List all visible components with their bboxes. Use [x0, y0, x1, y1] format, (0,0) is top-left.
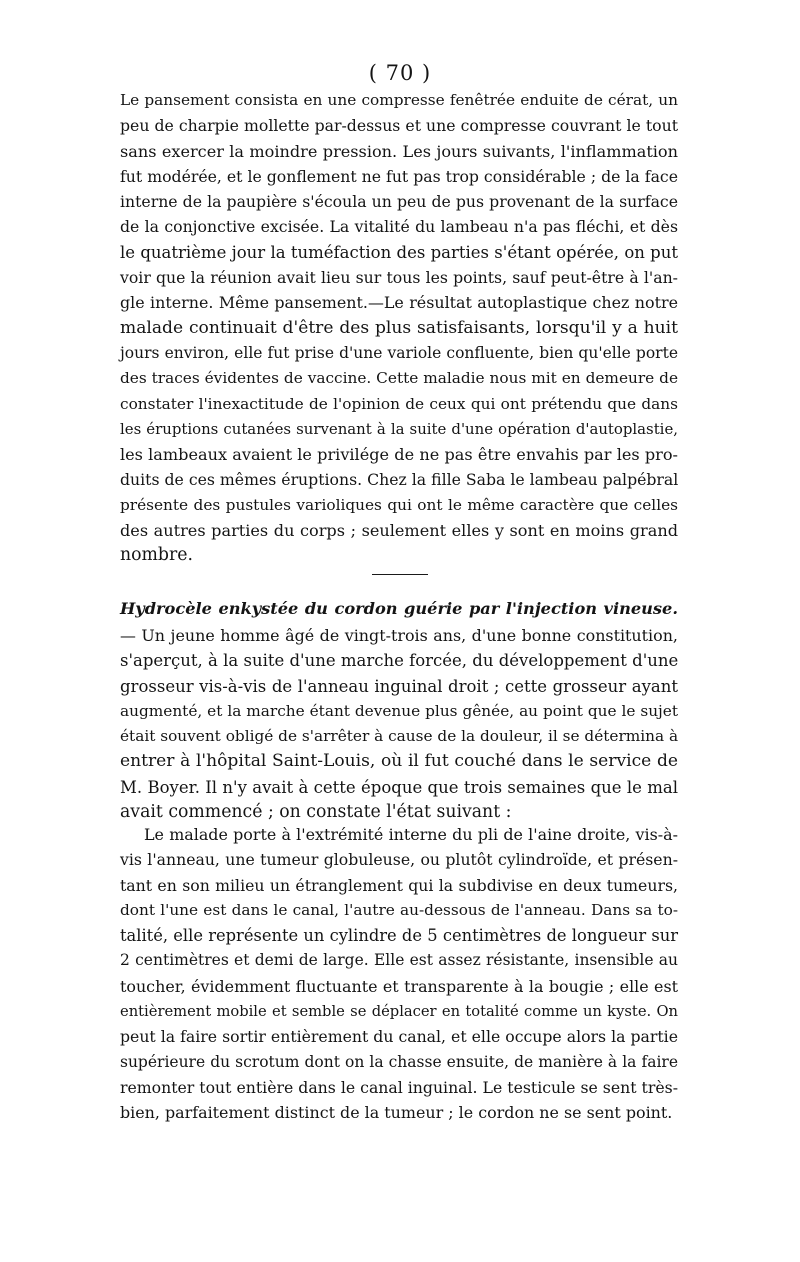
text-line: peut la faire sortir entièrement du canal, et elle occupe alors la partie	[120, 1027, 678, 1047]
text-line: constater l'inexactitude de l'opinion de ceux qui ont prétendu que dans	[120, 394, 678, 413]
page-number: ( 70 )	[368, 61, 432, 85]
paragraph-case-continuation	[120, 88, 678, 569]
text-line: Le malade porte à l'extrémité interne du pli de l'aine droite, vis-à-	[144, 825, 678, 844]
section-separator-rule	[372, 574, 428, 575]
text-line: de la conjonctive excisée. La vitalité du lambeau n'a pas fléchi, et dès	[120, 217, 678, 237]
text-line: entièrement mobile et semble se déplacer en totalité comme un kyste. On	[120, 1003, 678, 1021]
text-line: Le pansement consista en une compresse fenêtrée enduite de cérat, un	[120, 91, 678, 109]
text-line: 2 centimètres et demi de large. Elle est assez résistante, insensible au	[120, 951, 678, 970]
text-line: était souvent obligé de s'arrêter à cause de la douleur, il se détermina à	[120, 727, 679, 746]
section-hydrocele	[120, 595, 678, 825]
text-line: avait commencé ; on constate l'état suivant :	[120, 802, 512, 823]
text-line: interne de la paupière s'écoula un peu de pus provenant de la surface	[120, 192, 678, 212]
text-line: fut modérée, et le gonflement ne fut pas trop considérable ; de la face	[120, 166, 679, 186]
text-line: nombre.	[120, 545, 193, 566]
text-line: duits de ces mêmes éruptions. Chez la fille Saba le lambeau palpébral	[120, 470, 679, 490]
text-line: présente des pustules varioliques qui ont le même caractère que celles	[120, 495, 678, 514]
text-line: les lambeaux avaient le privilége de ne pas être envahis par les pro-	[120, 445, 678, 465]
text-line: le quatrième jour la tuméfaction des parties s'étant opérée, on put	[120, 242, 678, 262]
text-line: supérieure du scrotum dont on la chasse ensuite, de manière à la faire	[120, 1052, 678, 1071]
text-line: bien, parfaitement distinct de la tumeur ; le cordon ne se sent point.	[120, 1103, 673, 1123]
text-line: des autres parties du corps ; seulement elles y sont en moins grand	[120, 521, 678, 541]
text-line: les éruptions cutanées survenant à la suite d'une opération d'autoplastie,	[120, 419, 678, 438]
text-line: dont l'une est dans le canal, l'autre au-dessous de l'anneau. Dans sa to-	[120, 900, 678, 919]
text-line: voir que la réunion avait lieu sur tous les points, sauf peut-être à l'an-	[120, 268, 678, 288]
text-line: gle interne. Même pansement.—Le résultat autoplastique chez notre	[120, 293, 678, 313]
text-line: M. Boyer. Il n'y avait à cette époque que trois semaines que le mal	[120, 777, 678, 797]
text-line: talité, elle représente un cylindre de 5 centimètres de longueur sur	[120, 926, 678, 946]
text-line: malade continuait d'être des plus satisfaisants, lorsqu'il y a huit	[120, 317, 678, 338]
section-title: Hydrocèle enkystée du cordon guérie par l'injection vineuse.	[120, 599, 678, 618]
text-line: jours environ, elle fut prise d'une variole confluente, bien qu'elle porte	[120, 343, 678, 362]
text-line: remonter tout entière dans le canal inguinal. Le testicule se sent très-	[120, 1077, 678, 1097]
text-line: entrer à l'hôpital Saint-Louis, où il fut couché dans le service de	[120, 751, 678, 772]
text-line: toucher, évidemment fluctuante et transparente à la bougie ; elle est	[120, 976, 678, 996]
text-line: — Un jeune homme âgé de vingt-trois ans, d'une bonne constitution,	[120, 626, 678, 645]
text-line: tant en son milieu un étranglement qui la subdivise en deux tumeurs,	[120, 875, 678, 895]
paragraph-examination	[120, 822, 678, 1126]
text-line: des traces évidentes de vaccine. Cette maladie nous mit en demeure de	[120, 369, 678, 388]
text-line: sans exercer la moindre pression. Les jours suivants, l'inflammation	[120, 141, 678, 161]
text-line: s'aperçut, à la suite d'une marche forcée, du développement d'une	[120, 651, 679, 671]
text-line: augmenté, et la marche étant devenue plus gênée, au point que le sujet	[120, 701, 678, 720]
text-line: peu de charpie mollette par-dessus et une compresse couvrant le tout	[120, 116, 678, 136]
text-line: vis l'anneau, une tumeur globuleuse, ou plutôt cylindroïde, et présen-	[120, 850, 678, 870]
text-line: grosseur vis-à-vis de l'anneau inguinal droit ; cette grosseur ayant	[120, 676, 678, 696]
